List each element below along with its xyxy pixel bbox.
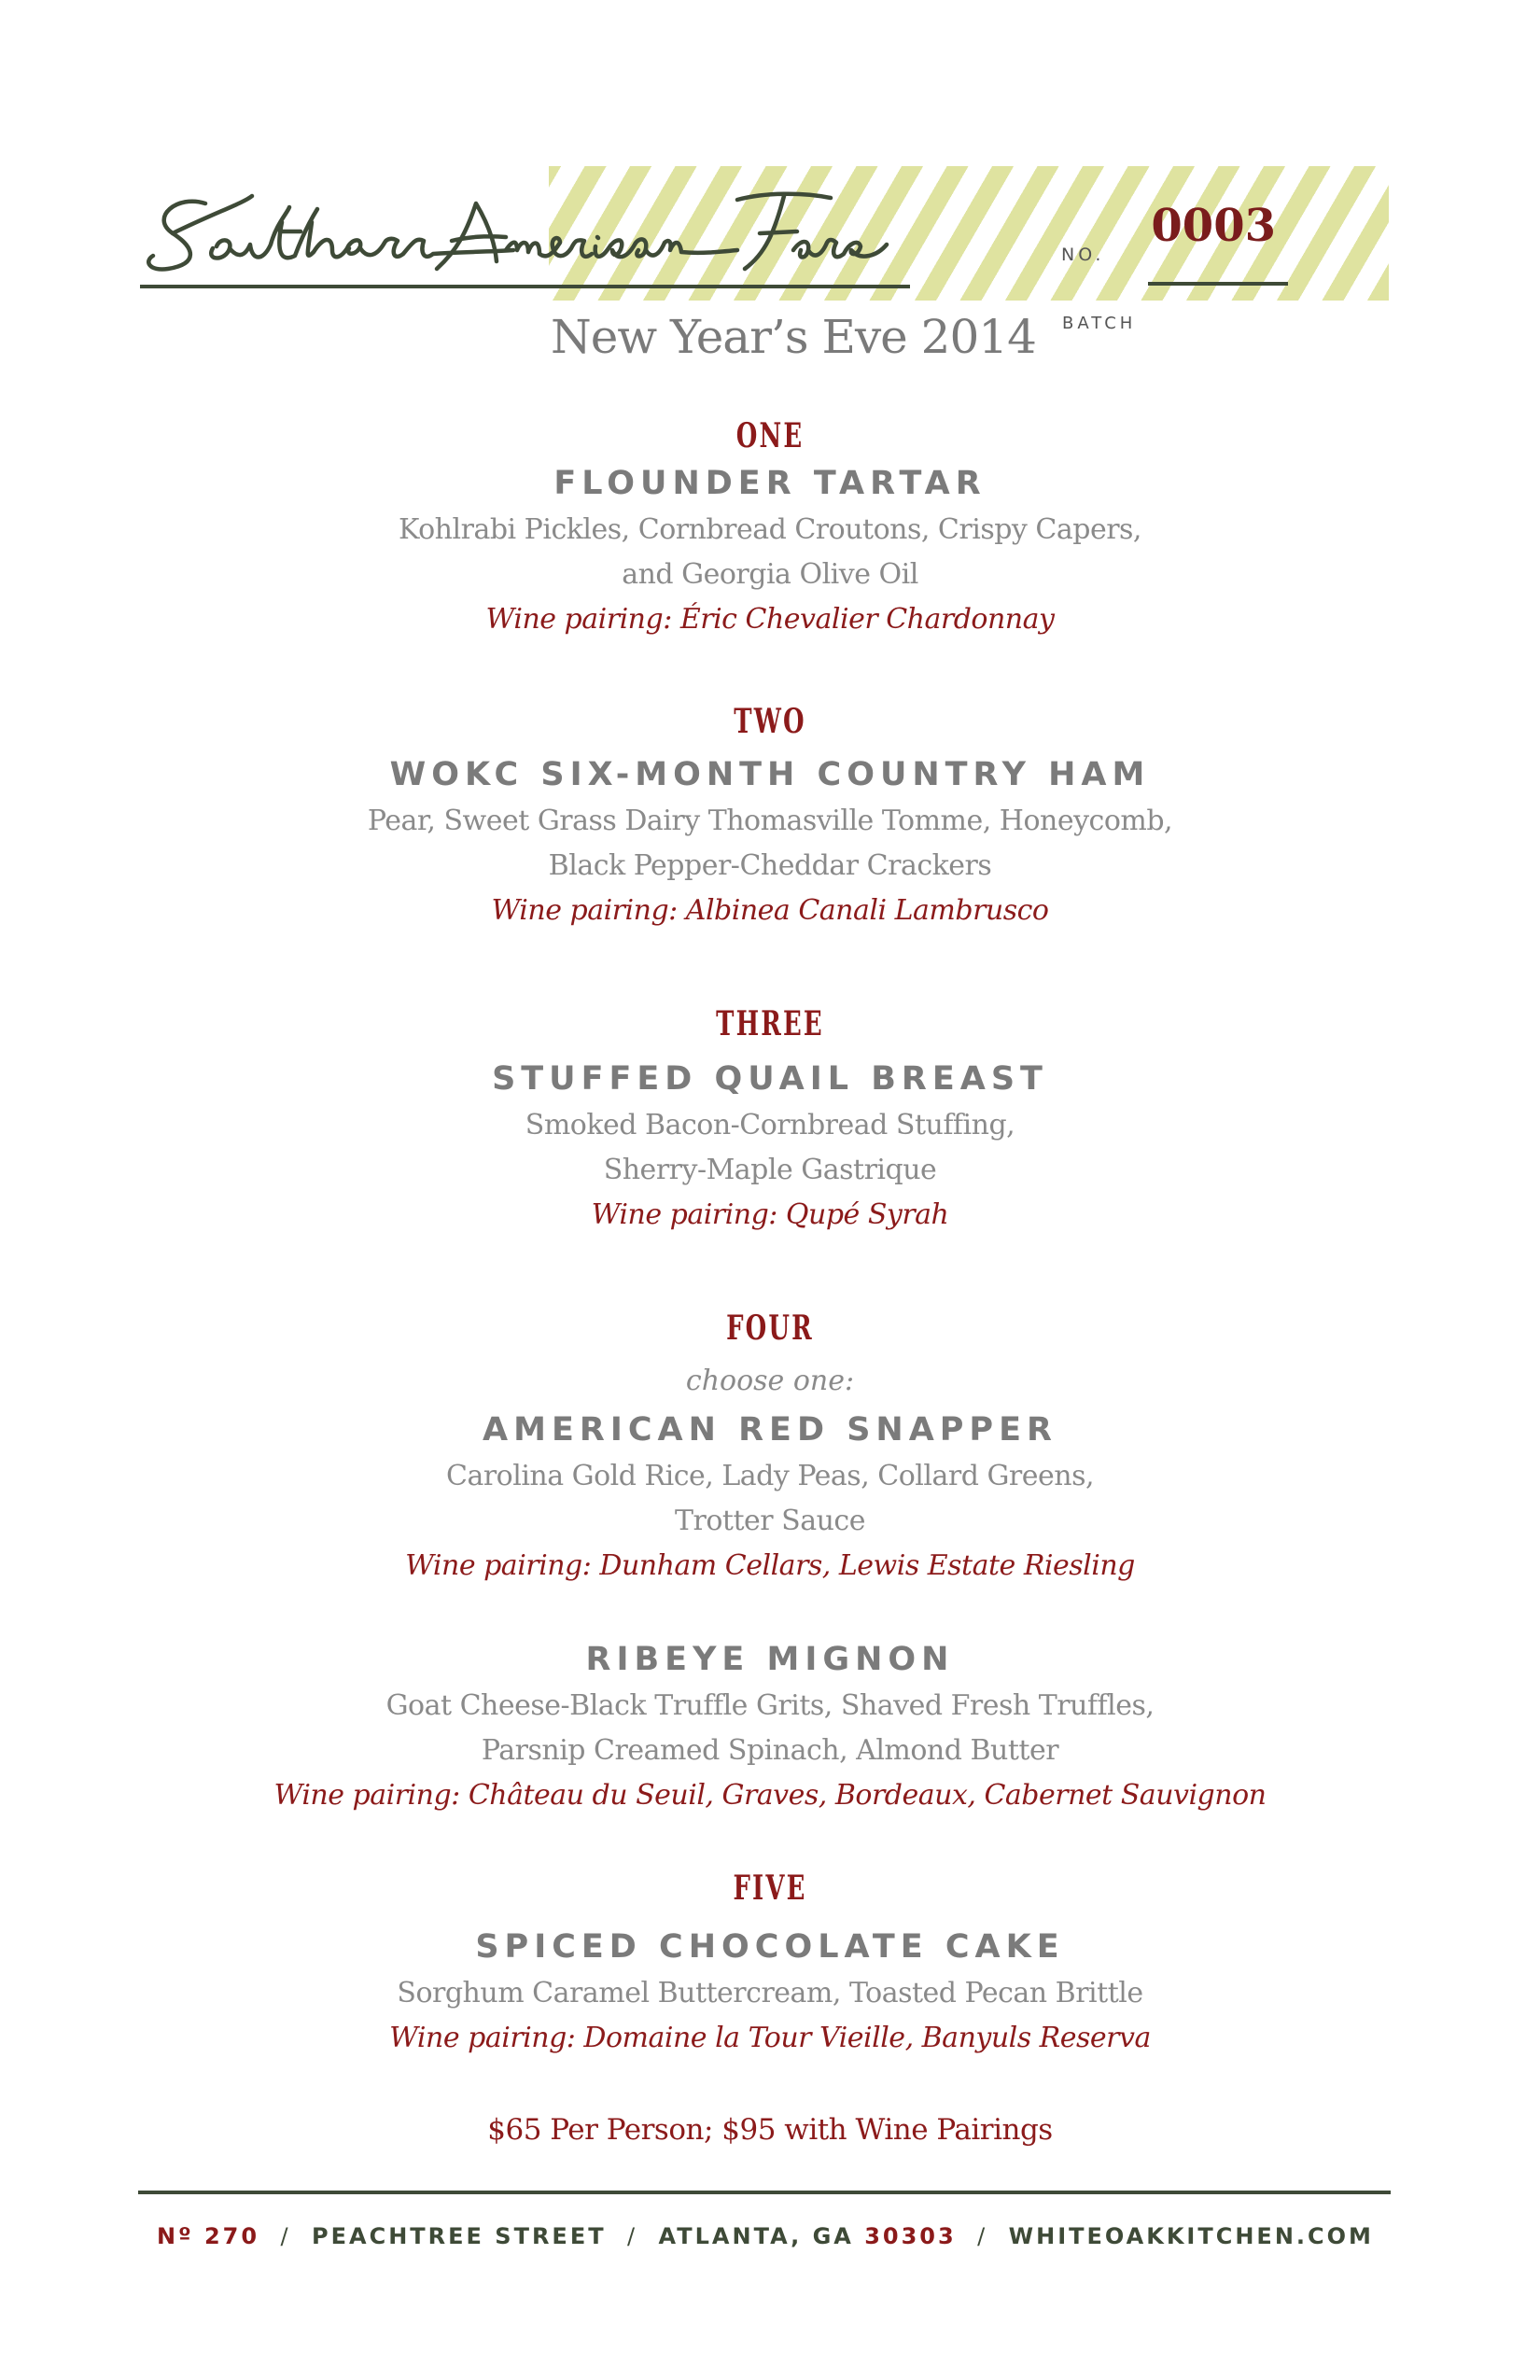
dish-name: WOKC SIX-MONTH COUNTRY HAM bbox=[389, 756, 1151, 793]
street-number: Nº 270 bbox=[157, 2223, 260, 2249]
street-name: PEACHTREE STREET bbox=[312, 2223, 607, 2249]
course-number-two: TWO bbox=[734, 702, 806, 741]
dish-name: STUFFED QUAIL BREAST bbox=[492, 1060, 1048, 1098]
dish-description: Smoked Bacon-Cornbread Stuffing, bbox=[525, 1109, 1015, 1141]
dish-description: Sorghum Caramel Buttercream, Toasted Pecan Brittle bbox=[397, 1977, 1143, 2009]
city-zip: ATLANTA, GA 30303 bbox=[658, 2223, 957, 2249]
course-number-three: THREE bbox=[716, 1004, 824, 1043]
dish-description: and Georgia Olive Oil bbox=[622, 558, 918, 591]
separator: / bbox=[627, 2223, 638, 2249]
dish-name: SPICED CHOCOLATE CAKE bbox=[475, 1928, 1065, 1966]
dish-description: Goat Cheese-Black Truffle Grits, Shaved Fresh Truffles, bbox=[385, 1689, 1155, 1722]
dish-description: Carolina Gold Rice, Lady Peas, Collard Greens, bbox=[445, 1460, 1095, 1492]
dish-name: RIBEYE MIGNON bbox=[585, 1641, 955, 1678]
price-line: $65 Per Person; $95 with Wine Pairings bbox=[487, 2113, 1053, 2147]
script-title-logo bbox=[140, 175, 915, 287]
wine-pairing: Wine pairing: Qupé Syrah bbox=[591, 1198, 949, 1231]
title-underline bbox=[140, 285, 910, 288]
course-number-one: ONE bbox=[735, 416, 805, 455]
dish-description: Sherry-Maple Gastrique bbox=[603, 1154, 937, 1186]
number-label: NO. bbox=[1061, 245, 1105, 265]
dish-name: FLOUNDER TARTAR bbox=[553, 465, 987, 502]
footer-address bbox=[138, 2218, 1391, 2255]
wine-pairing: Wine pairing: Château du Seuil, Graves, Bordeaux, Cabernet Sauvignon bbox=[273, 1779, 1267, 1812]
batch-number-box bbox=[1059, 196, 1293, 289]
wine-pairing: Wine pairing: Dunham Cellars, Lewis Estate Riesling bbox=[405, 1549, 1135, 1582]
number-underline bbox=[1148, 282, 1288, 286]
separator: / bbox=[280, 2223, 291, 2249]
dish-description: Pear, Sweet Grass Dairy Thomasville Tomme, Honeycomb, bbox=[367, 805, 1173, 837]
batch-label: BATCH bbox=[1062, 314, 1137, 333]
wine-pairing: Wine pairing: Domaine la Tour Vieille, Banyuls Reserva bbox=[389, 2022, 1151, 2054]
batch-number: 0003 bbox=[1151, 200, 1276, 252]
footer-rule bbox=[138, 2191, 1391, 2194]
wine-pairing: Wine pairing: Éric Chevalier Chardonnay bbox=[485, 603, 1055, 636]
dish-name: AMERICAN RED SNAPPER bbox=[483, 1411, 1057, 1449]
course-number-four: FOUR bbox=[726, 1309, 814, 1348]
separator: / bbox=[977, 2223, 988, 2249]
dish-description: Kohlrabi Pickles, Cornbread Croutons, Crispy Capers, bbox=[399, 513, 1141, 546]
website-link[interactable]: WHITEOAKKITCHEN.COM bbox=[1008, 2223, 1374, 2249]
wine-pairing: Wine pairing: Albinea Canali Lambrusco bbox=[491, 894, 1049, 927]
choose-one-note: choose one: bbox=[685, 1365, 855, 1397]
event-subtitle: New Year’s Eve 2014 bbox=[551, 310, 1036, 364]
course-number-five: FIVE bbox=[733, 1869, 807, 1908]
dish-description: Trotter Sauce bbox=[675, 1505, 865, 1537]
dish-description: Parsnip Creamed Spinach, Almond Butter bbox=[481, 1734, 1059, 1767]
dish-description: Black Pepper-Cheddar Crackers bbox=[548, 849, 992, 882]
